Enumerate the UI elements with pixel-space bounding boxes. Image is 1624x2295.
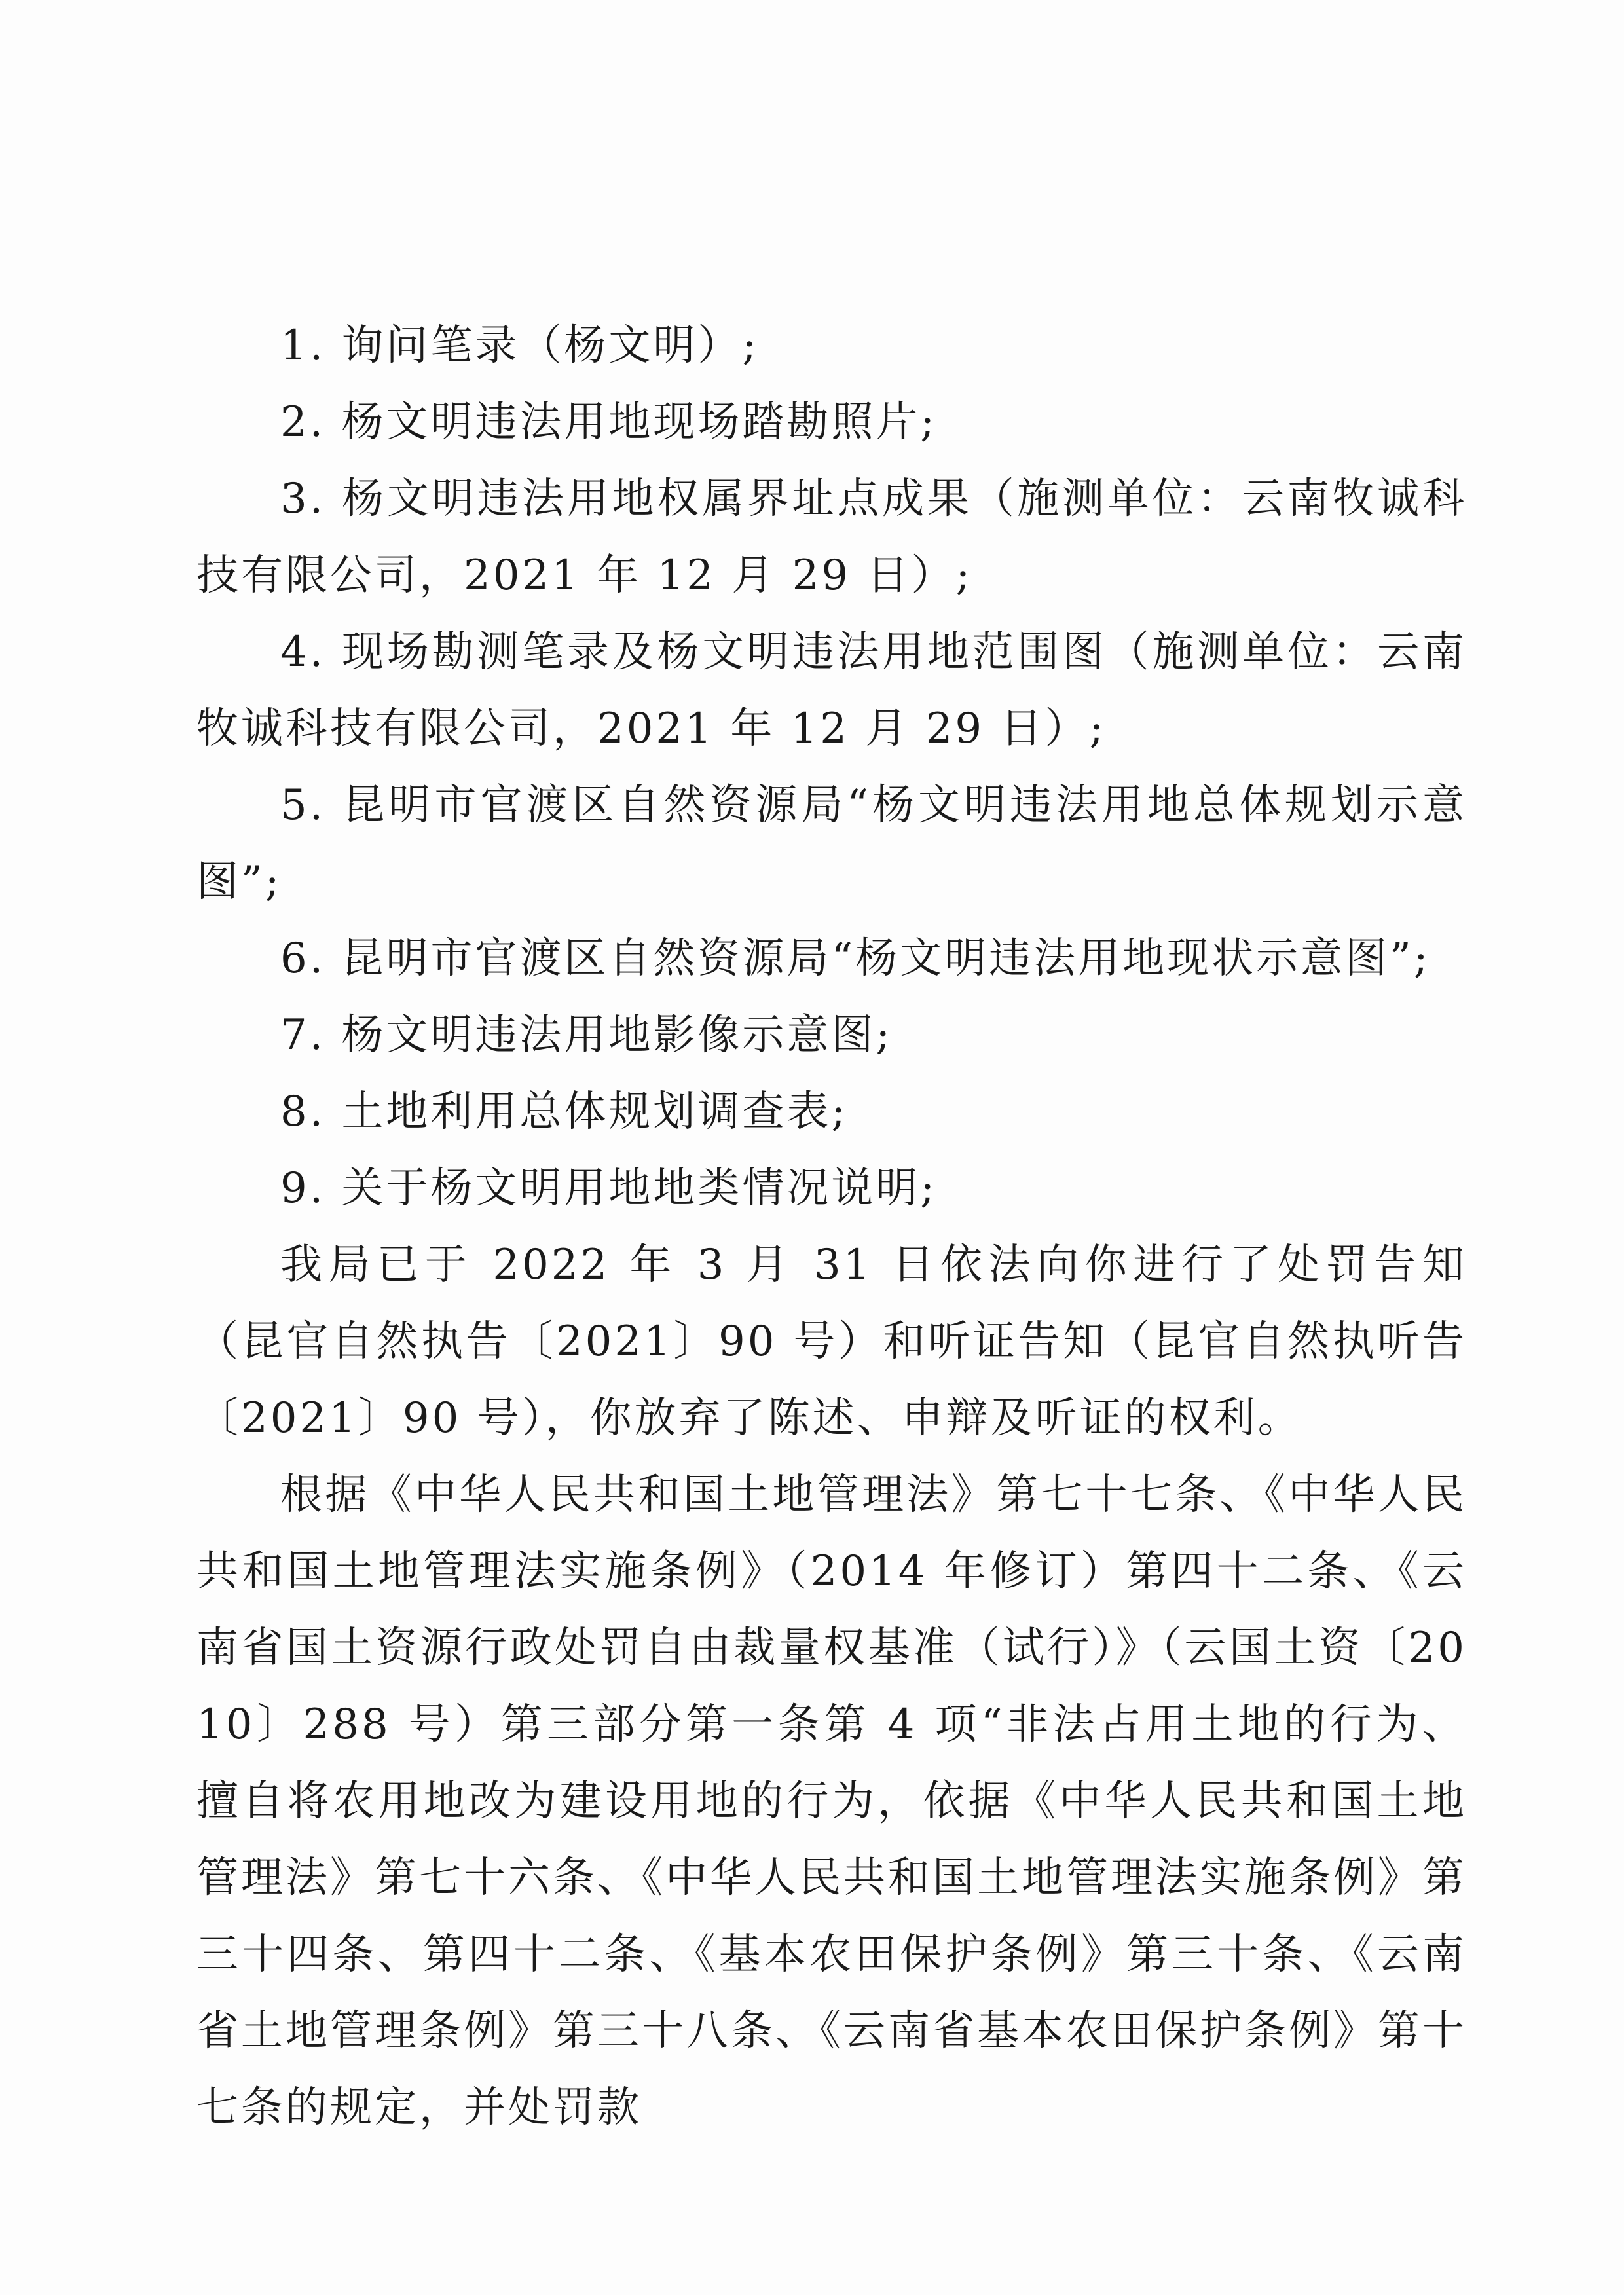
evidence-item-2: 2. 杨文明违法用地现场踏勘照片; <box>280 398 937 447</box>
evidence-item-7: 7. 杨文明违法用地影像示意图; <box>280 1011 893 1059</box>
evidence-item-1: 1. 询问笔录（杨文明）; <box>280 321 759 370</box>
evidence-item-5: 5. 昆明市官渡区自然资源局“杨文明违法用地总体规划示意图”; <box>196 781 1467 906</box>
evidence-item-9: 9. 关于杨文明用地地类情况说明; <box>280 1164 937 1213</box>
notice-paragraph: 我局已于 2022 年 3 月 31 日依法向你进行了处罚告知（昆官自然执告〔2021〕90 号）和听证告知（昆官自然执听告〔2021〕90 号），你放弃了陈述、申辩及听证的权利。 <box>196 1241 1467 1442</box>
evidence-item-3: 3. 杨文明违法用地权属界址点成果（施测单位：云南牧诚科技有限公司，2021 年 12 月 29 日）; <box>196 475 1467 600</box>
document-body <box>196 308 1467 2146</box>
evidence-item-8: 8. 土地利用总体规划调查表; <box>280 1088 848 1136</box>
evidence-item-4: 4. 现场勘测笔录及杨文明违法用地范围图（施测单位：云南牧诚科技有限公司，2021 年 12 月 29 日）; <box>196 628 1467 753</box>
legal-basis-paragraph: 根据《中华人民共和国土地管理法》第七十七条、《中华人民共和国土地管理法实施条例》（2014 年修订）第四十二条、《云南省国土资源行政处罚自由裁量权基准（试行）》（云国土资〔2010〕288 号）第三部分第一条第 4 项“非法占用土地的行为、擅自将农用地改为建设用地的行为，依据《中华人民共和国土地管理法》第七十六条、《中华人民共和国土地管理法实施条例》第三十四条、第四十二条、《基本农田保护条例》第三十条、《云南省土地管理条例》第三十八条、《云南省基本农田保护条例》第十七条的规定，并处罚款 <box>196 1471 1467 2132</box>
evidence-item-6: 6. 昆明市官渡区自然资源局“杨文明违法用地现状示意图”; <box>280 934 1431 983</box>
